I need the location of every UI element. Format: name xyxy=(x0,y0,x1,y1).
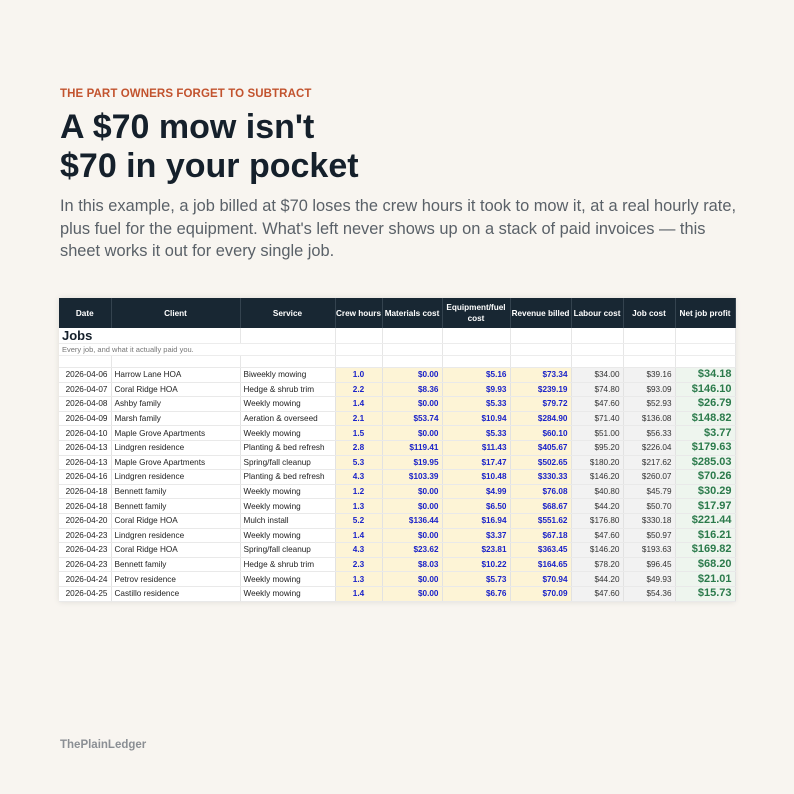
job-cost-cell[interactable]: $260.07 xyxy=(623,470,675,485)
net-job-profit-cell[interactable]: $148.82 xyxy=(675,411,735,426)
table-row xyxy=(59,586,735,601)
job-cost-cell[interactable]: $136.08 xyxy=(623,411,675,426)
crew-hours-cell[interactable]: 1.4 xyxy=(335,586,382,601)
equipment-fuel-cost-cell[interactable]: $11.43 xyxy=(442,440,510,455)
net-job-profit-cell[interactable]: $179.63 xyxy=(675,440,735,455)
materials-cost-cell[interactable]: $19.95 xyxy=(382,455,442,470)
sheet-title-row xyxy=(59,328,735,344)
labour-cost-cell[interactable]: $95.20 xyxy=(571,440,623,455)
empty-cell[interactable] xyxy=(442,344,510,356)
job-cost-cell[interactable]: $39.16 xyxy=(623,368,675,383)
service-cell[interactable]: Weekly mowing xyxy=(240,572,335,587)
job-cost-cell[interactable]: $49.93 xyxy=(623,572,675,587)
materials-cost-cell[interactable]: $0.00 xyxy=(382,368,442,383)
date-cell[interactable]: 2026-04-24 xyxy=(59,572,111,587)
date-cell[interactable]: 2026-04-08 xyxy=(59,397,111,412)
revenue-billed-cell[interactable]: $79.72 xyxy=(510,397,571,412)
labour-cost-cell[interactable]: $71.40 xyxy=(571,411,623,426)
empty-cell[interactable] xyxy=(510,344,571,356)
empty-cell[interactable] xyxy=(571,328,623,344)
labour-cost-cell[interactable]: $176.80 xyxy=(571,513,623,528)
labour-cost-cell[interactable]: $34.00 xyxy=(571,368,623,383)
service-cell[interactable]: Weekly mowing xyxy=(240,397,335,412)
materials-cost-cell[interactable]: $0.00 xyxy=(382,528,442,543)
labour-cost-cell[interactable]: $146.20 xyxy=(571,470,623,485)
date-cell[interactable]: 2026-04-23 xyxy=(59,528,111,543)
table-row xyxy=(59,528,735,543)
empty-cell[interactable] xyxy=(442,356,510,368)
date-cell[interactable]: 2026-04-18 xyxy=(59,499,111,514)
equipment-fuel-cost-cell[interactable]: $5.33 xyxy=(442,426,510,441)
table-row xyxy=(59,397,735,412)
job-cost-cell[interactable]: $50.97 xyxy=(623,528,675,543)
table-row xyxy=(59,411,735,426)
crew-hours-cell[interactable]: 1.4 xyxy=(335,397,382,412)
service-cell[interactable]: Mulch install xyxy=(240,513,335,528)
crew-hours-cell[interactable]: 4.3 xyxy=(335,543,382,558)
table-row xyxy=(59,499,735,514)
equipment-fuel-cost-cell[interactable]: $10.48 xyxy=(442,470,510,485)
crew-hours-cell[interactable]: 1.0 xyxy=(335,368,382,383)
labour-cost-cell[interactable]: $40.80 xyxy=(571,484,623,499)
net-job-profit-cell[interactable]: $21.01 xyxy=(675,572,735,587)
job-cost-cell[interactable]: $330.18 xyxy=(623,513,675,528)
equipment-fuel-cost-cell[interactable]: $5.16 xyxy=(442,368,510,383)
column-header-materials-cost[interactable]: Materials cost xyxy=(382,298,442,328)
equipment-fuel-cost-cell[interactable]: $6.50 xyxy=(442,499,510,514)
date-cell[interactable]: 2026-04-07 xyxy=(59,382,111,397)
empty-cell[interactable] xyxy=(335,328,382,344)
net-job-profit-cell[interactable]: $70.26 xyxy=(675,470,735,485)
date-cell[interactable]: 2026-04-20 xyxy=(59,513,111,528)
revenue-billed-cell[interactable]: $68.67 xyxy=(510,499,571,514)
crew-hours-cell[interactable]: 4.3 xyxy=(335,470,382,485)
service-cell[interactable]: Spring/fall cleanup xyxy=(240,455,335,470)
revenue-billed-cell[interactable]: $363.45 xyxy=(510,543,571,558)
equipment-fuel-cost-cell[interactable]: $5.33 xyxy=(442,397,510,412)
column-header-client[interactable]: Client xyxy=(111,298,240,328)
empty-cell[interactable] xyxy=(335,356,382,368)
labour-cost-cell[interactable]: $44.20 xyxy=(571,499,623,514)
table-row xyxy=(59,572,735,587)
headline-line-1: A $70 mow isn't xyxy=(60,108,315,146)
empty-cell[interactable] xyxy=(623,356,675,368)
materials-cost-cell[interactable]: $0.00 xyxy=(382,572,442,587)
table-row xyxy=(59,382,735,397)
column-header-labour-cost[interactable]: Labour cost xyxy=(571,298,623,328)
labour-cost-cell[interactable]: $78.20 xyxy=(571,557,623,572)
labour-cost-cell[interactable]: $180.20 xyxy=(571,455,623,470)
client-cell[interactable]: Lindgren residence xyxy=(111,470,240,485)
job-cost-cell[interactable]: $52.93 xyxy=(623,397,675,412)
date-cell[interactable]: 2026-04-23 xyxy=(59,543,111,558)
column-header-net-job-profit[interactable]: Net job profit xyxy=(675,298,735,328)
service-cell[interactable]: Weekly mowing xyxy=(240,528,335,543)
equipment-fuel-cost-cell[interactable]: $10.22 xyxy=(442,557,510,572)
column-header-date[interactable]: Date xyxy=(59,298,111,328)
job-cost-cell[interactable]: $93.09 xyxy=(623,382,675,397)
sheet-subtitle[interactable]: Every job, and what it actually paid you. xyxy=(59,344,335,356)
empty-cell[interactable] xyxy=(111,356,240,368)
client-cell[interactable]: Marsh family xyxy=(111,411,240,426)
column-header-row xyxy=(59,298,735,328)
client-cell[interactable]: Bennett family xyxy=(111,557,240,572)
empty-cell[interactable] xyxy=(675,328,735,344)
net-job-profit-cell[interactable]: $34.18 xyxy=(675,368,735,383)
labour-cost-cell[interactable]: $47.60 xyxy=(571,528,623,543)
headline xyxy=(60,108,760,186)
materials-cost-cell[interactable]: $0.00 xyxy=(382,499,442,514)
sheet-title[interactable]: Jobs xyxy=(59,328,240,344)
materials-cost-cell[interactable]: $0.00 xyxy=(382,397,442,412)
empty-cell[interactable] xyxy=(382,344,442,356)
materials-cost-cell[interactable]: $0.00 xyxy=(382,484,442,499)
revenue-billed-cell[interactable]: $330.33 xyxy=(510,470,571,485)
crew-hours-cell[interactable]: 1.2 xyxy=(335,484,382,499)
labour-cost-cell[interactable]: $44.20 xyxy=(571,572,623,587)
jobs-table xyxy=(59,298,736,602)
net-job-profit-cell[interactable]: $3.77 xyxy=(675,426,735,441)
service-cell[interactable]: Weekly mowing xyxy=(240,426,335,441)
job-cost-cell[interactable]: $217.62 xyxy=(623,455,675,470)
equipment-fuel-cost-cell[interactable]: $9.93 xyxy=(442,382,510,397)
sheet-subtitle-row xyxy=(59,344,735,356)
materials-cost-cell[interactable]: $8.03 xyxy=(382,557,442,572)
headline-line-2: $70 in your pocket xyxy=(60,147,359,185)
equipment-fuel-cost-cell[interactable]: $17.47 xyxy=(442,455,510,470)
equipment-fuel-cost-cell[interactable]: $3.37 xyxy=(442,528,510,543)
eyebrow-label: THE PART OWNERS FORGET TO SUBTRACT xyxy=(60,88,312,100)
materials-cost-cell[interactable]: $0.00 xyxy=(382,426,442,441)
crew-hours-cell[interactable]: 2.3 xyxy=(335,557,382,572)
empty-cell[interactable] xyxy=(335,344,382,356)
empty-cell[interactable] xyxy=(240,328,335,344)
materials-cost-cell[interactable]: $136.44 xyxy=(382,513,442,528)
net-job-profit-cell[interactable]: $30.29 xyxy=(675,484,735,499)
empty-cell[interactable] xyxy=(675,356,735,368)
materials-cost-cell[interactable]: $103.39 xyxy=(382,470,442,485)
empty-cell[interactable] xyxy=(571,344,623,356)
service-cell[interactable]: Weekly mowing xyxy=(240,586,335,601)
empty-cell[interactable] xyxy=(240,356,335,368)
column-header-job-cost[interactable]: Job cost xyxy=(623,298,675,328)
job-cost-cell[interactable]: $50.70 xyxy=(623,499,675,514)
client-cell[interactable]: Coral Ridge HOA xyxy=(111,513,240,528)
revenue-billed-cell[interactable]: $164.65 xyxy=(510,557,571,572)
job-cost-cell[interactable]: $56.33 xyxy=(623,426,675,441)
materials-cost-cell[interactable]: $23.62 xyxy=(382,543,442,558)
crew-hours-cell[interactable]: 5.2 xyxy=(335,513,382,528)
labour-cost-cell[interactable]: $47.60 xyxy=(571,586,623,601)
client-cell[interactable]: Bennett family xyxy=(111,499,240,514)
net-job-profit-cell[interactable]: $26.79 xyxy=(675,397,735,412)
crew-hours-cell[interactable]: 2.2 xyxy=(335,382,382,397)
table-row xyxy=(59,543,735,558)
revenue-billed-cell[interactable]: $67.18 xyxy=(510,528,571,543)
labour-cost-cell[interactable]: $74.80 xyxy=(571,382,623,397)
revenue-billed-cell[interactable]: $70.09 xyxy=(510,586,571,601)
table-row xyxy=(59,455,735,470)
empty-cell[interactable] xyxy=(59,356,111,368)
job-cost-cell[interactable]: $193.63 xyxy=(623,543,675,558)
table-row xyxy=(59,426,735,441)
column-header-service[interactable]: Service xyxy=(240,298,335,328)
brand-name: ThePlainLedger xyxy=(60,739,147,751)
crew-hours-cell[interactable]: 1.5 xyxy=(335,426,382,441)
date-cell[interactable]: 2026-04-25 xyxy=(59,586,111,601)
blank-row xyxy=(59,356,735,368)
job-cost-cell[interactable]: $96.45 xyxy=(623,557,675,572)
service-cell[interactable]: Aeration & overseed xyxy=(240,411,335,426)
revenue-billed-cell[interactable]: $502.65 xyxy=(510,455,571,470)
net-job-profit-cell[interactable]: $146.10 xyxy=(675,382,735,397)
crew-hours-cell[interactable]: 1.3 xyxy=(335,572,382,587)
client-cell[interactable]: Coral Ridge HOA xyxy=(111,543,240,558)
column-header-revenue-billed[interactable]: Revenue billed xyxy=(510,298,571,328)
empty-cell[interactable] xyxy=(510,356,571,368)
equipment-fuel-cost-cell[interactable]: $4.99 xyxy=(442,484,510,499)
empty-cell[interactable] xyxy=(623,344,675,356)
revenue-billed-cell[interactable]: $60.10 xyxy=(510,426,571,441)
service-cell[interactable]: Spring/fall cleanup xyxy=(240,543,335,558)
revenue-billed-cell[interactable]: $73.34 xyxy=(510,368,571,383)
date-cell[interactable]: 2026-04-18 xyxy=(59,484,111,499)
client-cell[interactable]: Ashby family xyxy=(111,397,240,412)
client-cell[interactable]: Maple Grove Apartments xyxy=(111,426,240,441)
date-cell[interactable]: 2026-04-13 xyxy=(59,455,111,470)
empty-cell[interactable] xyxy=(510,328,571,344)
client-cell[interactable]: Bennett family xyxy=(111,484,240,499)
service-cell[interactable]: Weekly mowing xyxy=(240,499,335,514)
net-job-profit-cell[interactable]: $17.97 xyxy=(675,499,735,514)
table-row xyxy=(59,557,735,572)
empty-cell[interactable] xyxy=(623,328,675,344)
table-row xyxy=(59,368,735,383)
column-header-equipment-fuel-cost[interactable]: Equipment/fuel cost xyxy=(442,298,510,328)
equipment-fuel-cost-cell[interactable]: $16.94 xyxy=(442,513,510,528)
date-cell[interactable]: 2026-04-16 xyxy=(59,470,111,485)
date-cell[interactable]: 2026-04-23 xyxy=(59,557,111,572)
revenue-billed-cell[interactable]: $239.19 xyxy=(510,382,571,397)
client-cell[interactable]: Petrov residence xyxy=(111,572,240,587)
empty-cell[interactable] xyxy=(382,328,442,344)
service-cell[interactable]: Hedge & shrub trim xyxy=(240,557,335,572)
job-cost-cell[interactable]: $226.04 xyxy=(623,440,675,455)
materials-cost-cell[interactable]: $119.41 xyxy=(382,440,442,455)
empty-cell[interactable] xyxy=(675,344,735,356)
service-cell[interactable]: Planting & bed refresh xyxy=(240,440,335,455)
service-cell[interactable]: Biweekly mowing xyxy=(240,368,335,383)
revenue-billed-cell[interactable]: $405.67 xyxy=(510,440,571,455)
net-job-profit-cell[interactable]: $15.73 xyxy=(675,586,735,601)
labour-cost-cell[interactable]: $51.00 xyxy=(571,426,623,441)
crew-hours-cell[interactable]: 1.3 xyxy=(335,499,382,514)
spreadsheet xyxy=(59,298,735,602)
date-cell[interactable]: 2026-04-13 xyxy=(59,440,111,455)
service-cell[interactable]: Weekly mowing xyxy=(240,484,335,499)
client-cell[interactable]: Lindgren residence xyxy=(111,528,240,543)
net-job-profit-cell[interactable]: $68.20 xyxy=(675,557,735,572)
equipment-fuel-cost-cell[interactable]: $10.94 xyxy=(442,411,510,426)
net-job-profit-cell[interactable]: $285.03 xyxy=(675,455,735,470)
crew-hours-cell[interactable]: 5.3 xyxy=(335,455,382,470)
materials-cost-cell[interactable]: $8.36 xyxy=(382,382,442,397)
client-cell[interactable]: Lindgren residence xyxy=(111,440,240,455)
labour-cost-cell[interactable]: $47.60 xyxy=(571,397,623,412)
revenue-billed-cell[interactable]: $551.62 xyxy=(510,513,571,528)
date-cell[interactable]: 2026-04-09 xyxy=(59,411,111,426)
empty-cell[interactable] xyxy=(442,328,510,344)
service-cell[interactable]: Planting & bed refresh xyxy=(240,470,335,485)
net-job-profit-cell[interactable]: $221.44 xyxy=(675,513,735,528)
table-row xyxy=(59,470,735,485)
crew-hours-cell[interactable]: 1.4 xyxy=(335,528,382,543)
table-row xyxy=(59,440,735,455)
equipment-fuel-cost-cell[interactable]: $5.73 xyxy=(442,572,510,587)
net-job-profit-cell[interactable]: $16.21 xyxy=(675,528,735,543)
job-cost-cell[interactable]: $54.36 xyxy=(623,586,675,601)
materials-cost-cell[interactable]: $53.74 xyxy=(382,411,442,426)
service-cell[interactable]: Hedge & shrub trim xyxy=(240,382,335,397)
materials-cost-cell[interactable]: $0.00 xyxy=(382,586,442,601)
column-header-crew-hours[interactable]: Crew hours xyxy=(335,298,382,328)
crew-hours-cell[interactable]: 2.1 xyxy=(335,411,382,426)
empty-cell[interactable] xyxy=(382,356,442,368)
client-cell[interactable]: Maple Grove Apartments xyxy=(111,455,240,470)
equipment-fuel-cost-cell[interactable]: $6.76 xyxy=(442,586,510,601)
table-row xyxy=(59,484,735,499)
client-cell[interactable]: Coral Ridge HOA xyxy=(111,382,240,397)
client-cell[interactable]: Harrow Lane HOA xyxy=(111,368,240,383)
revenue-billed-cell[interactable]: $76.08 xyxy=(510,484,571,499)
table-row xyxy=(59,513,735,528)
job-cost-cell[interactable]: $45.79 xyxy=(623,484,675,499)
date-cell[interactable]: 2026-04-10 xyxy=(59,426,111,441)
revenue-billed-cell[interactable]: $70.94 xyxy=(510,572,571,587)
crew-hours-cell[interactable]: 2.8 xyxy=(335,440,382,455)
client-cell[interactable]: Castillo residence xyxy=(111,586,240,601)
labour-cost-cell[interactable]: $146.20 xyxy=(571,543,623,558)
equipment-fuel-cost-cell[interactable]: $23.81 xyxy=(442,543,510,558)
revenue-billed-cell[interactable]: $284.90 xyxy=(510,411,571,426)
date-cell[interactable]: 2026-04-06 xyxy=(59,368,111,383)
empty-cell[interactable] xyxy=(571,356,623,368)
net-job-profit-cell[interactable]: $169.82 xyxy=(675,543,735,558)
lede-paragraph: In this example, a job billed at $70 loses the crew hours it took to mow it, at a real hourly rate, plus fuel for the equipment. What's left never shows up on a stack of paid invoices — this sheet works it out for every single job. xyxy=(60,197,737,260)
